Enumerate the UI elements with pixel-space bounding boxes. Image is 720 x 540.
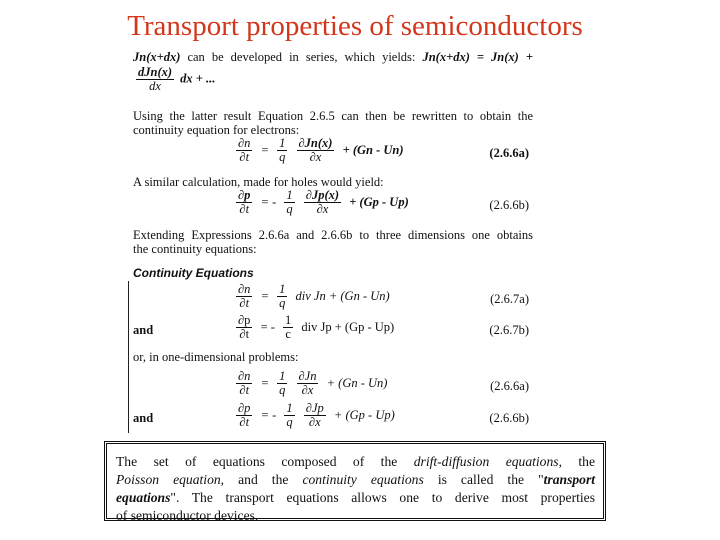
eq-sign: = <box>260 289 269 303</box>
intro-deriv <box>133 66 533 93</box>
eq-coef-num: 1 <box>286 401 293 415</box>
eq-number: (2.6.7b) <box>489 323 529 337</box>
eq-lhs-den: ∂t <box>239 150 250 164</box>
para4: or, in one-dimensional problems: <box>133 350 299 364</box>
eq-coef-den: c <box>285 327 291 341</box>
para1-line2: continuity equation for electrons: <box>133 123 300 137</box>
para1-line1: Using the latter result Equation 2.6.5 can then be rewritten to obtain the <box>133 109 533 123</box>
eq-number: (2.6.6b) <box>489 198 529 212</box>
eq-tail: + (Gp - Up) <box>333 408 395 422</box>
eq-coef-den: q <box>286 202 293 216</box>
summary-line-3 <box>116 489 595 507</box>
eq-sign: = - <box>260 195 277 209</box>
summary-text: , and the <box>220 472 289 487</box>
eq-label: and <box>133 411 154 425</box>
section-rule <box>128 281 129 433</box>
deriv-fraction <box>136 66 174 93</box>
eq-sign: = <box>260 376 269 390</box>
eq-coef-den: q <box>279 150 286 164</box>
summary-text: is called the " <box>437 472 544 487</box>
eq-lhs-num: ∂n <box>238 369 251 383</box>
equation-2-6-6b <box>133 189 533 219</box>
summary-emph: continuity equations <box>302 472 424 487</box>
intro-text: can be developed in series, which yields: <box>187 50 416 64</box>
eq-sign: = - <box>260 408 277 422</box>
eq-deriv-den: ∂x <box>309 150 322 164</box>
equation-2-6-6a <box>133 137 533 167</box>
eq-lhs-num: ∂p <box>238 188 251 202</box>
intro-eq: Jn(x+dx) = Jn(x) + <box>422 50 533 64</box>
eq-coef-num: 1 <box>285 313 292 327</box>
eq-lhs-den: ∂t <box>239 383 250 397</box>
intro-line <box>133 49 533 65</box>
para3-line1: Extending Expressions 2.6.6a and 2.6.6b to three dimensions one obtains <box>133 228 533 242</box>
deriv-tail: dx + ... <box>180 71 216 86</box>
section-label: Continuity Equations <box>133 266 254 280</box>
eq-number: (2.6.6a) <box>490 379 529 393</box>
equation-2-6-7a <box>133 283 533 313</box>
summary-emph: equations <box>116 490 171 505</box>
eq-tail: + (Gn - Un) <box>326 376 388 390</box>
eq-coef-den: q <box>279 383 286 397</box>
summary-line-1 <box>116 453 595 471</box>
eq-deriv-num: ∂Jp <box>305 401 324 415</box>
summary-emph: Poisson equation <box>116 472 221 487</box>
eq-deriv-num: ∂Jn(x) <box>298 136 333 150</box>
eq-body: div Jn + (Gn - Un) <box>295 289 390 303</box>
intro-lhs: Jn(x+dx) <box>133 50 181 64</box>
eq-coef-den: q <box>286 415 293 429</box>
equation-2-6-6b-repeat <box>133 402 533 432</box>
eq-lhs-num: ∂n <box>238 282 251 296</box>
eq-coef-num: 1 <box>279 282 286 296</box>
summary-text: ". The transport equations allows one to derive most properties <box>170 490 595 505</box>
slide-title: Transport properties of semiconductors <box>127 10 583 42</box>
eq-coef-num: 1 <box>286 188 293 202</box>
equation-2-6-7b <box>133 314 533 344</box>
summary-text: The set of equations composed of the <box>116 454 398 469</box>
equation-2-6-6a-repeat <box>133 370 533 400</box>
eq-lhs-den: ∂t <box>239 202 250 216</box>
eq-deriv-num: ∂Jn <box>298 369 317 383</box>
eq-number: (2.6.7a) <box>490 292 529 306</box>
eq-sign: = - <box>260 320 275 334</box>
summary-emph: drift-diffusion equations <box>413 454 559 469</box>
eq-coef-den: q <box>279 296 286 310</box>
eq-label: and <box>133 323 154 337</box>
eq-coef-num: 1 <box>279 136 286 150</box>
eq-deriv-den: ∂x <box>308 415 321 429</box>
eq-lhs-num: ∂p <box>238 313 251 327</box>
eq-deriv-num: ∂Jp(x) <box>305 188 340 202</box>
eq-lhs-num: ∂p <box>238 401 251 415</box>
eq-lhs-den: ∂t <box>239 296 250 310</box>
summary-line-2 <box>116 471 595 489</box>
eq-lhs-den: ∂t <box>239 327 250 341</box>
summary-box <box>104 441 606 521</box>
eq-lhs-num: ∂n <box>238 136 251 150</box>
eq-tail: + (Gn - Un) <box>342 143 404 157</box>
eq-sign: = <box>260 143 269 157</box>
eq-lhs-den: ∂t <box>239 415 250 429</box>
eq-number: (2.6.6a) <box>489 146 529 160</box>
deriv-den: dx <box>149 79 161 93</box>
eq-body: div Jp + (Gp - Up) <box>301 320 395 334</box>
summary-emph: transport <box>543 472 596 487</box>
eq-deriv-den: ∂x <box>316 202 329 216</box>
summary-line-4: of semiconductor devices. <box>116 508 259 523</box>
para2: A similar calculation, made for holes would yield: <box>133 175 384 189</box>
deriv-num: dJn(x) <box>138 65 173 79</box>
summary-text: , the <box>558 454 595 469</box>
eq-coef-num: 1 <box>279 369 286 383</box>
eq-number: (2.6.6b) <box>489 411 529 425</box>
eq-deriv-den: ∂x <box>301 383 314 397</box>
para3-line2: the continuity equations: <box>133 242 257 256</box>
eq-tail: + (Gp - Up) <box>349 195 409 209</box>
